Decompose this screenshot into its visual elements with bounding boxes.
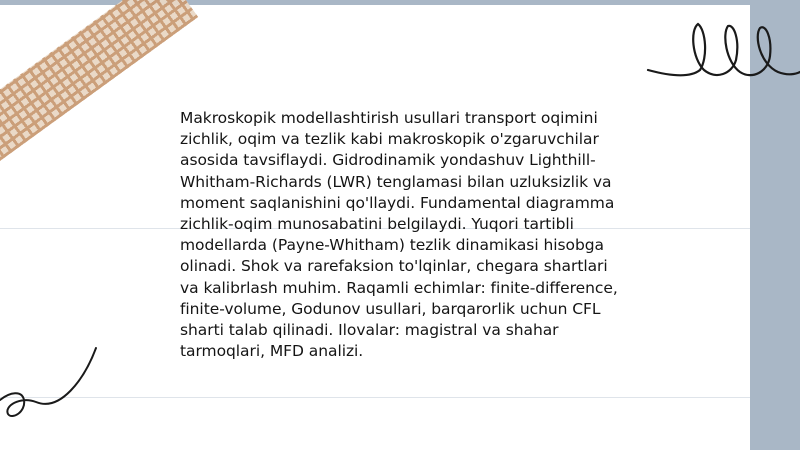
body-paragraph: Makroskopik modellashtirish usullari transport oqimini zichlik, oqim va tezlik kabi makroskopik o'zgaruvchilar asosida tavsiflaydi. Gidrodinamik yondashuv Lighthill-Whitham-Richards (LWR) tenglamasi bilan uzluksizlik va moment saqlanishini qo'llaydi. Fundamental diagramma zichlik-oqim munosabatini belgilaydi. Yuqori tartibli modellarda (Payne-Whitham) tezlik dinamikasi hisobga olinadi. Shok va rarefaksion to'lqinlar, chegara shartlari va kalibrlash muhim. Raqamli echimlar: finite-difference, finite-volume, Godunov usullari, barqarorlik uchun CFL sharti talab qilinadi. Ilovalar: magistral va shahar tarmoqlari, MFD analizi. [180,109,618,361]
ruled-line [0,397,750,398]
